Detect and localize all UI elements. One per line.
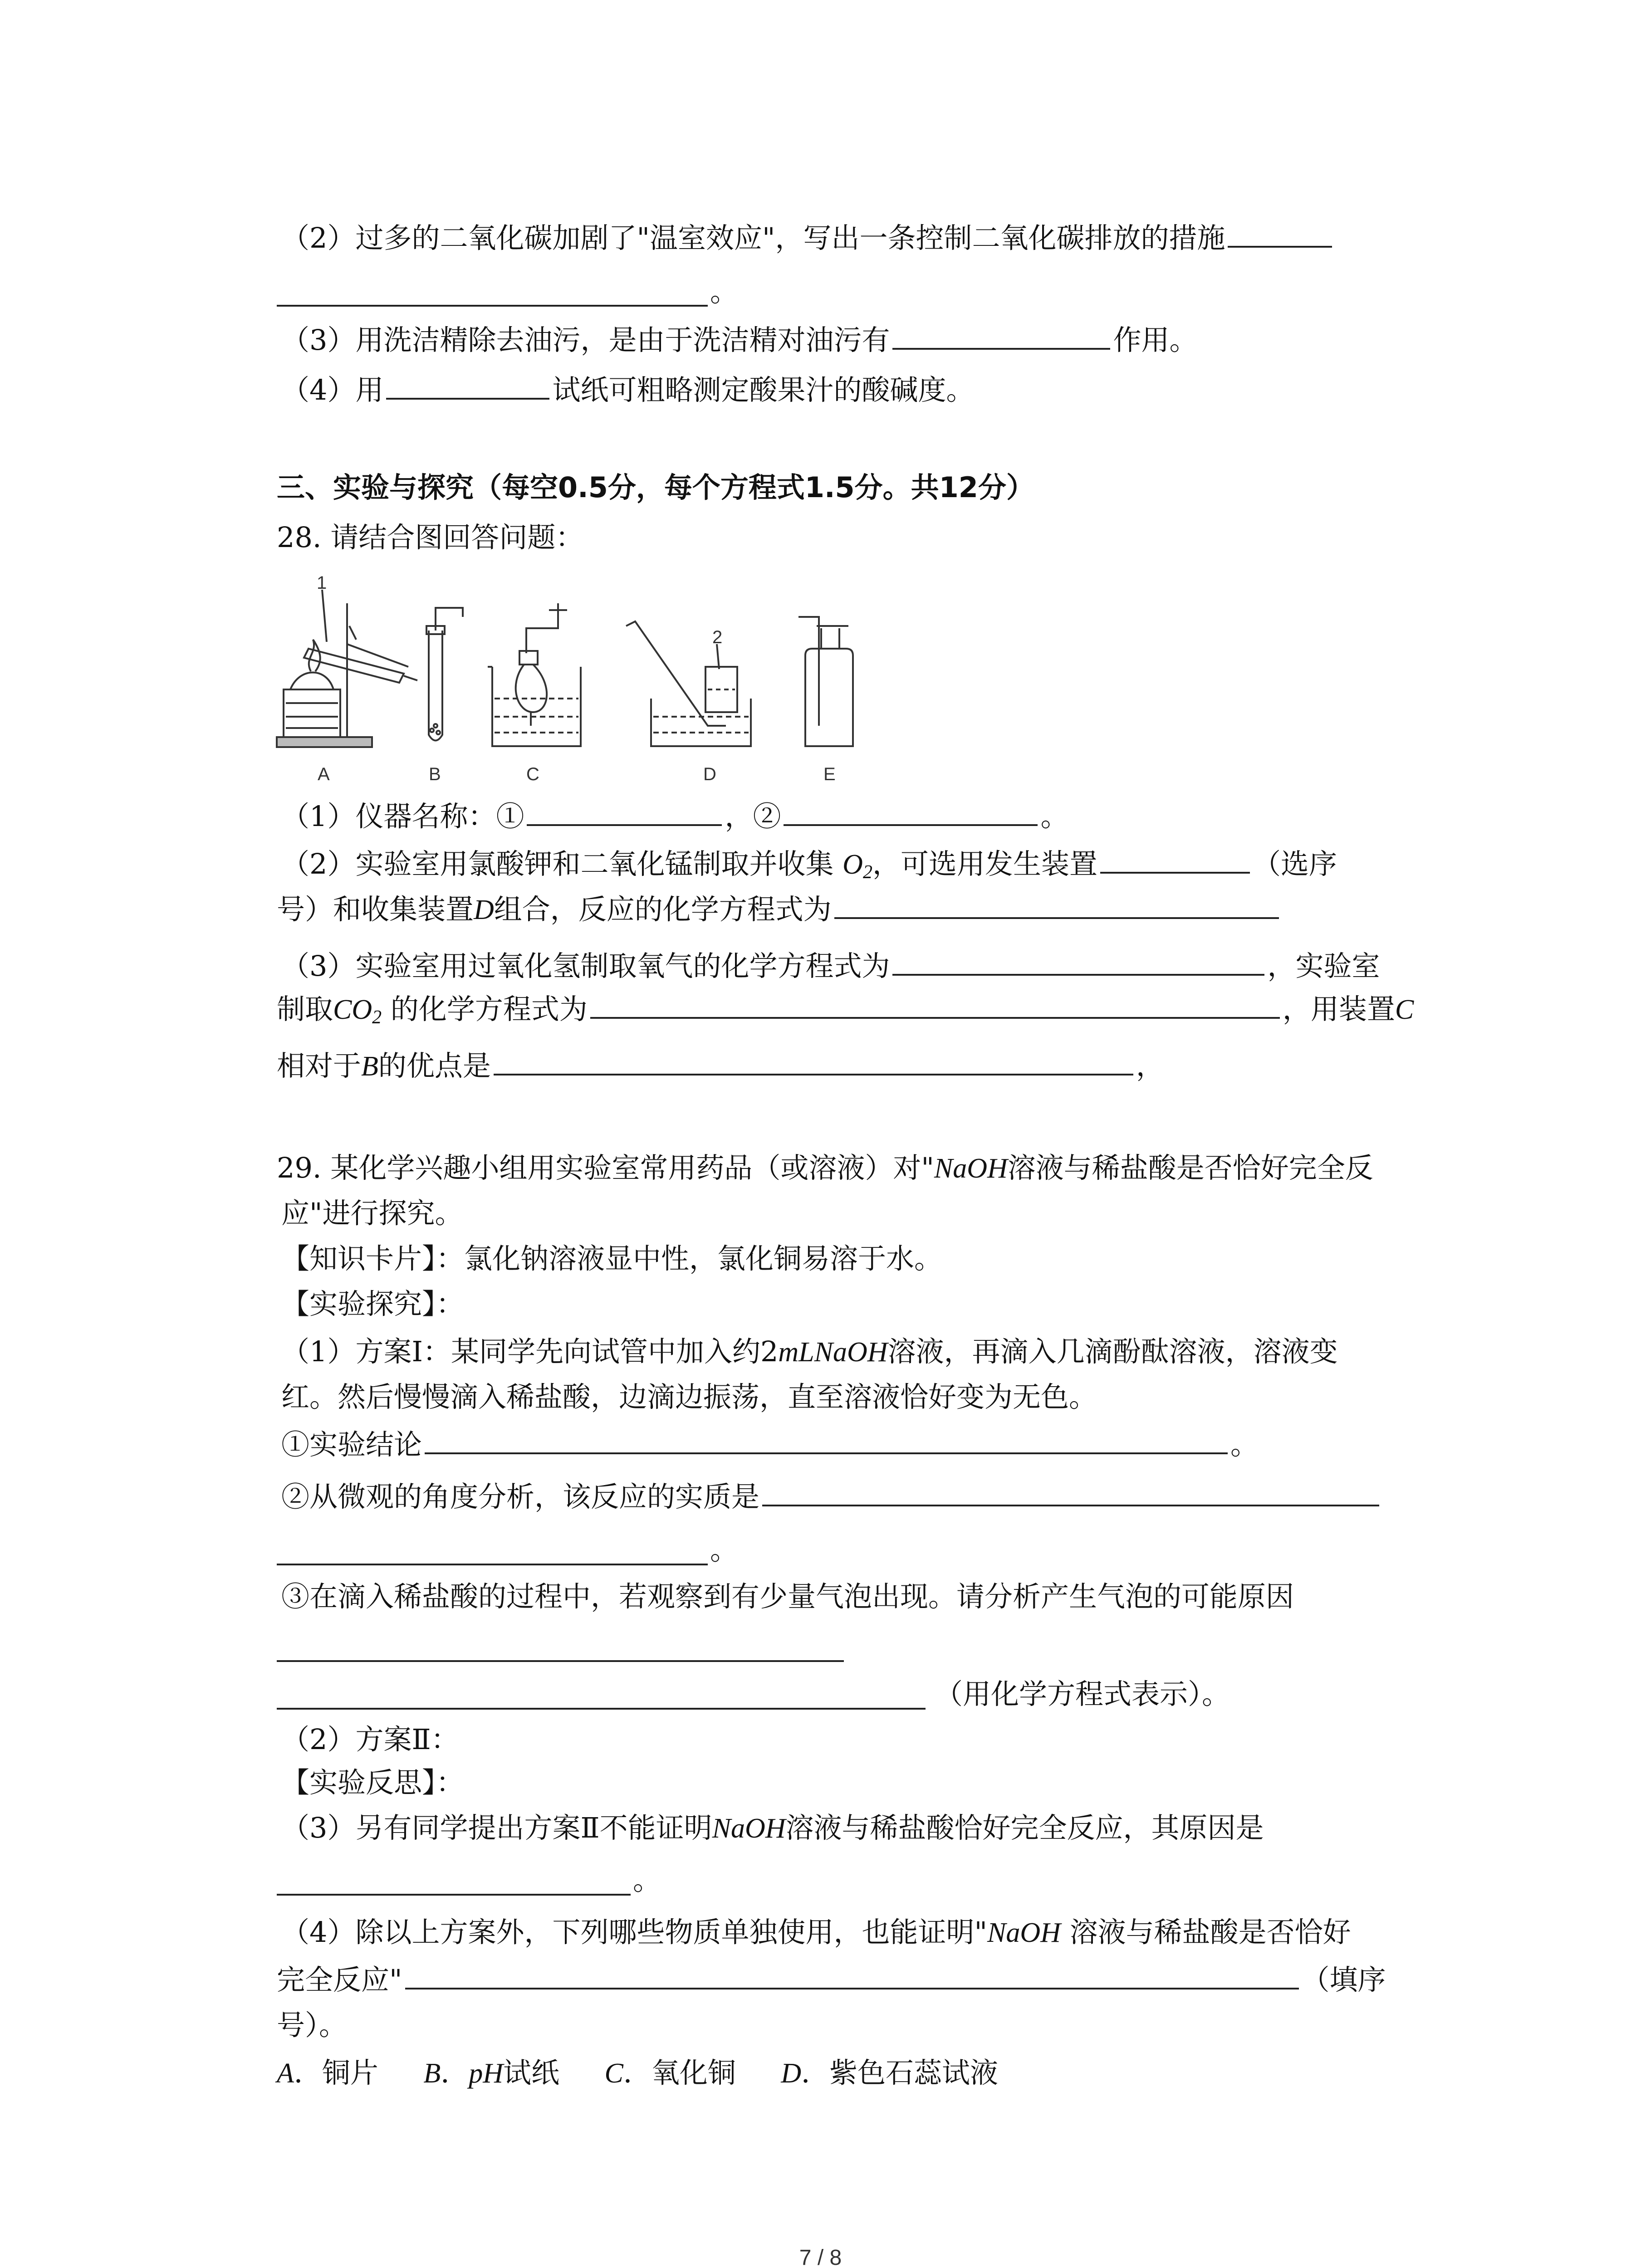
option-a-text: ．铜片 — [294, 2056, 378, 2089]
conclusion3-end: （用化学方程式表示）。 — [935, 1677, 1230, 1711]
q29-conclusion2: ②从微观的角度分析，该反应的实质是 — [281, 1476, 1382, 1517]
answer-blank[interactable] — [892, 947, 1264, 976]
q29-scheme1: （1）方案Ⅰ：某同学先向试管中加入约2mLNaOH溶液，再滴入几滴酚酞溶液，溶液变 — [281, 1335, 1338, 1368]
section-title: 三、实验与探究（每空0.5分，每个方程式1.5分。共12分） — [277, 471, 1034, 504]
answer-blank[interactable] — [277, 1894, 631, 1896]
q29-stem: 29. 某化学兴趣小组用实验室常用药品（或溶液）对"NaOH溶液与稀盐酸是否恰好完全反 — [277, 1151, 1373, 1184]
answer-blank[interactable] — [527, 797, 722, 826]
answer-blank[interactable] — [1100, 845, 1250, 874]
q29-part4: （4）除以上方案外，下列哪些物质单独使用，也能证明"NaOH 溶液与稀盐酸是否恰好 — [281, 1916, 1351, 1949]
q28-part1: （1）仪器名称：① ，② 。 — [281, 796, 1068, 837]
part3-end: 。 — [633, 1863, 661, 1897]
figure-marker-2: 2 — [712, 627, 723, 647]
answer-blank[interactable] — [277, 305, 708, 307]
answer-blank[interactable] — [834, 890, 1279, 919]
q27-part3: （3）用洗洁精除去油污，是由于洗洁精对油污有 作用。 — [281, 320, 1197, 361]
answer-blank[interactable] — [1228, 219, 1332, 248]
answer-blank[interactable] — [425, 1425, 1228, 1454]
q29-part4-cont: 完全反应" （填序 — [277, 1960, 1386, 2000]
figure-label-d: D — [703, 764, 716, 784]
option-d-letter: D — [781, 2058, 802, 2089]
answer-blank[interactable] — [590, 990, 1280, 1019]
apparatus-e — [798, 617, 853, 746]
q29-options: A．铜片 B．pH试纸 C．氧化铜 D．紫色石蕊试液 — [277, 2056, 999, 2089]
option-c-text: ．氧化铜 — [623, 2056, 736, 2089]
q29-conclusion1: ①实验结论 。 — [281, 1424, 1259, 1465]
answer-blank[interactable] — [494, 1046, 1133, 1075]
option-b-text: 试纸 — [503, 2056, 560, 2089]
q27-part2-end: 。 — [710, 275, 739, 308]
option-d-text: ．紫色石蕊试液 — [801, 2056, 999, 2089]
q28-part3: （3）实验室用过氧化氢制取氧气的化学方程式为 ，实验室 — [281, 946, 1380, 987]
explore-heading: 【实验探究】： — [281, 1287, 465, 1320]
q29-stem-cont: 应"进行探究。 — [281, 1197, 463, 1230]
apparatus-b — [426, 608, 463, 741]
apparatus-figure — [272, 576, 885, 789]
figure-label-a: A — [318, 764, 330, 784]
q28-stem: 28. 请结合图回答问题： — [277, 521, 584, 554]
figure-label-e: E — [823, 764, 836, 784]
apparatus-a — [277, 590, 417, 747]
option-b-letter: B — [423, 2058, 441, 2089]
figure-label-c: C — [526, 764, 539, 784]
apparatus-c — [488, 603, 581, 746]
page-number: 7 / 8 — [799, 2246, 842, 2268]
q29-scheme1-cont: 红。然后慢慢滴入稀盐酸，边滴边振荡，直至溶液恰好变为无色。 — [281, 1380, 1097, 1413]
answer-blank[interactable] — [277, 1564, 708, 1565]
figure-marker-1: 1 — [317, 576, 327, 593]
answer-blank[interactable] — [892, 321, 1110, 350]
option-c-letter: C — [604, 2058, 623, 2089]
q27-part2: （2）过多的二氧化碳加剧了"温室效应"，写出一条控制二氧化碳排放的措施 — [281, 218, 1335, 259]
figure-label-b: B — [429, 764, 441, 784]
q28-part3-cont2: 相对于B的优点是 ， — [277, 1046, 1164, 1087]
q28-part3-cont: 制取$CO_2$ 的化学方程式为 ，用装置C — [277, 989, 1414, 1038]
knowledge-card: 【知识卡片】：氯化钠溶液显中性，氯化铜易溶于水。 — [281, 1242, 943, 1275]
answer-blank[interactable] — [762, 1477, 1379, 1506]
apparatus-d — [626, 621, 751, 746]
q29-conclusion3: ③在滴入稀盐酸的过程中，若观察到有少量气泡出现。请分析产生气泡的可能原因 — [281, 1580, 1294, 1613]
q28-part2: （2）实验室用氯酸钾和二氧化锰制取并收集 $O_2$，可选用发生装置 （选序 — [281, 844, 1337, 893]
answer-blank[interactable] — [405, 1960, 1299, 1989]
q29-part4-end: 号）。 — [277, 2009, 348, 2042]
reflect-heading: 【实验反思】： — [281, 1766, 465, 1799]
answer-blank[interactable] — [784, 797, 1038, 826]
q28-part2-cont: 号）和收集装置D组合，反应的化学方程式为 — [277, 889, 1282, 930]
option-a-letter: A — [277, 2058, 294, 2089]
q29-scheme2: （2）方案Ⅱ： — [281, 1723, 459, 1756]
answer-blank[interactable] — [277, 1708, 926, 1710]
answer-blank[interactable] — [386, 371, 549, 400]
answer-blank[interactable] — [277, 1660, 844, 1662]
conclusion2-end: 。 — [710, 1533, 739, 1566]
q29-part3: （3）另有同学提出方案Ⅱ不能证明NaOH溶液与稀盐酸恰好完全反应，其原因是 — [281, 1811, 1264, 1844]
q27-part4: （4）用 试纸可粗略测定酸果汁的酸碱度。 — [281, 370, 974, 411]
